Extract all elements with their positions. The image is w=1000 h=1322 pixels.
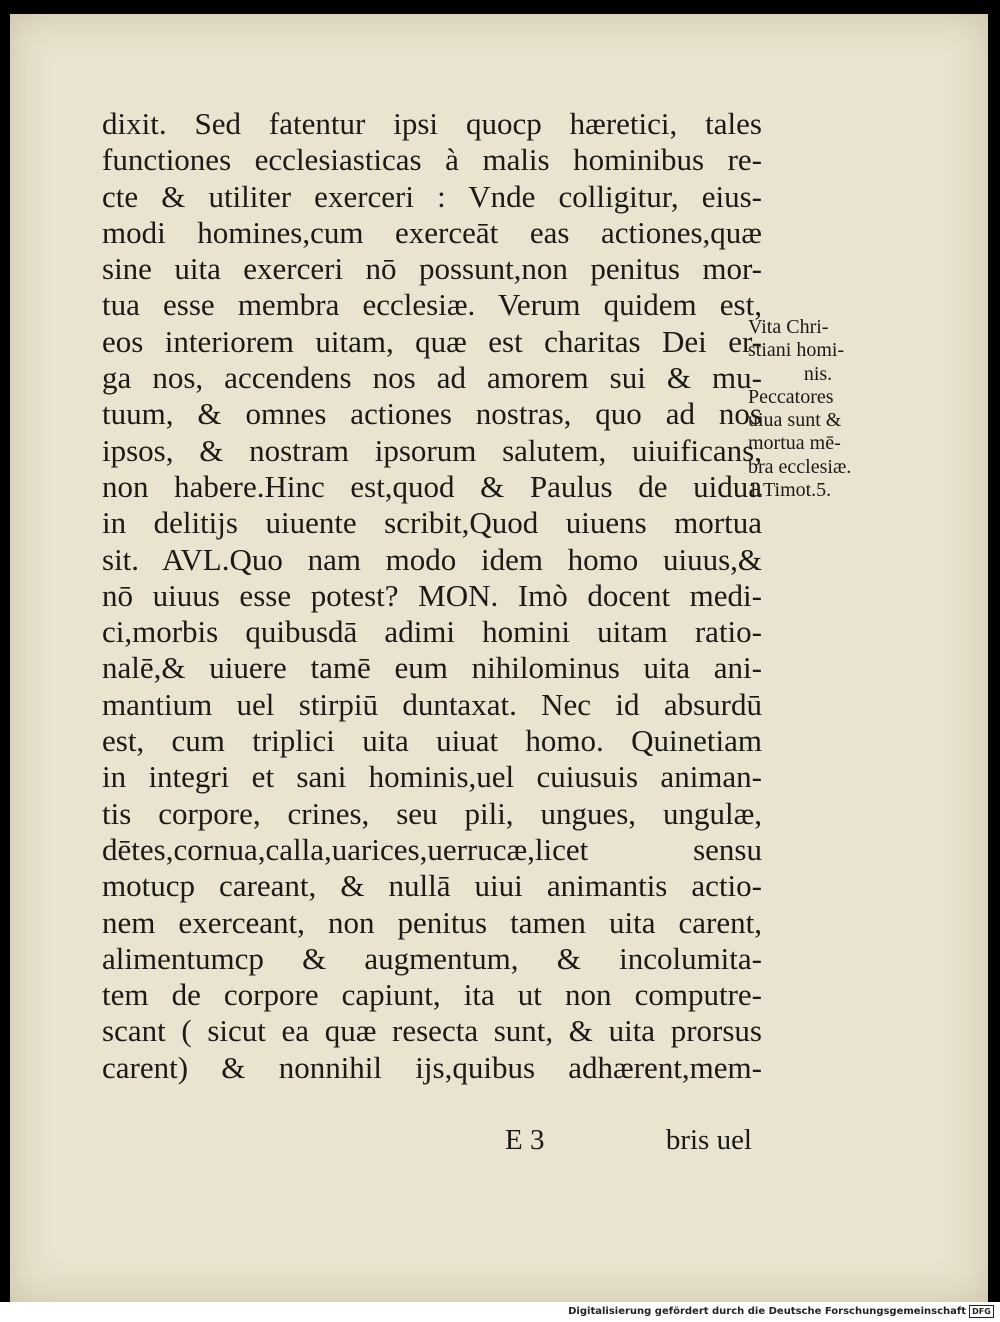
body-line: nō uiuus esse potest? MON. Imò docent medi- [102,577,762,613]
body-line: non habere.Hinc est,quod & Paulus de uidua [102,468,762,504]
body-line: ga nos, accendens nos ad amorem sui & mu- [102,360,762,396]
body-line: mantium uel stirpiū duntaxat. Nec id absurdū [102,686,762,722]
body-line: tuum, & omnes actiones nostras, quo ad nos [102,396,762,432]
marginal-note-line: 1.Timot.5. [748,479,832,502]
marginal-note-line: stiani homi- [748,339,845,362]
body-line: tua esse membra ecclesiæ. Verum quidem est, [102,287,762,323]
body-line: modi homines,cum exerceāt eas actiones,quæ [102,214,762,250]
footer-bar [0,1302,1000,1322]
body-line: tis corpore, crines, seu pili, ungues, ungulæ, [102,795,762,831]
book-page [10,14,988,1302]
signature-catchword-row [102,1124,752,1154]
body-line: sine uita exerceri nō possunt,non penitus mor- [102,251,762,287]
marginal-notes [748,316,888,502]
body-line: eos interiorem uitam, quæ est charitas Dei er- [102,323,762,359]
marginal-note-line: bra ecclesiæ. [748,455,852,478]
dfg-logo-icon: DFG [969,1305,994,1318]
body-line: functiones ecclesiasticas à malis hominibus re- [102,142,762,178]
body-line: sit. AVL.Quo nam modo idem homo uiuus,& [102,541,762,577]
body-line: motucp careant, & nullā uiui animantis actio- [102,868,762,904]
body-text [102,106,762,1086]
body-line: dixit. Sed fatentur ipsi quocp hæretici, tales [102,106,762,141]
body-line: nalē,& uiuere tamē eum nihilominus uita ani- [102,650,762,686]
body-line: est, cum triplici uita uiuat homo. Quinetiam [102,723,762,759]
body-line: in delitijs uiuente scribit,Quod uiuens mortua [102,505,762,541]
catchword: bris uel [665,1124,752,1156]
body-line: alimentumcp & augmentum, & incolumita- [102,940,762,976]
body-line: carent) & nonnihil ijs,quibus adhærent,mem- [102,1049,762,1085]
body-line: dētes,cornua,calla,uarices,uerrucæ,licet sensu [102,831,762,867]
marginal-note-line: mortua mē- [748,432,841,455]
marginal-note-line: Peccatores [748,385,834,408]
marginal-note-line: uiua sunt & [748,409,842,432]
body-line: ci,morbis quibusdā adimi homini uitam ratio- [102,614,762,650]
body-line: scant ( sicut ea quæ resecta sunt, & uita prorsus [102,1013,762,1049]
signature-mark: E 3 [505,1124,545,1156]
body-line: in integri et sani hominis,uel cuiusuis animan- [102,759,762,795]
body-line: cte & utiliter exerceri : Vnde colligitur, eius- [102,178,762,214]
funding-credit: Digitalisierung gefördert durch die Deutsche Forschungsgemeinschaft [568,1306,966,1317]
body-line: tem de corpore capiunt, ita ut non computre- [102,977,762,1013]
marginal-note-line: Vita Chri- [748,316,829,338]
marginal-note-line: nis. [803,362,833,385]
body-line: nem exerceant, non penitus tamen uita carent, [102,904,762,940]
body-line: ipsos, & nostram ipsorum salutem, uiuificans, [102,432,762,468]
